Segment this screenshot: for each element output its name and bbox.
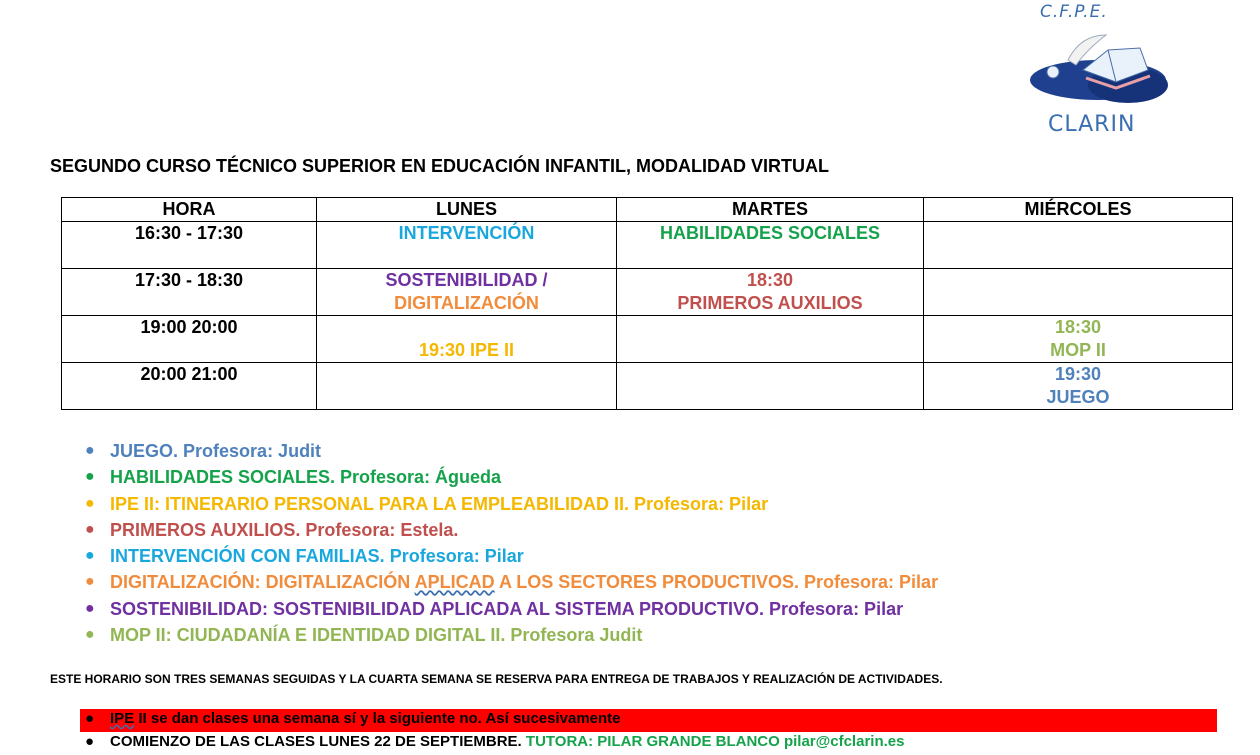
schedule-note: ESTE HORARIO SON TRES SEMANAS SEGUIDAS Y LA CUARTA SEMANA SE RESERVA PARA ENTREGA DE TRABAJOS Y REALIZACIÓN DE ACTIVIDADES. <box>50 672 943 686</box>
miercoles-cell <box>924 316 1233 363</box>
legend-subject: INTERVENCIÓN CON FAMILIAS. <box>110 546 385 567</box>
ipe-notice <box>85 710 621 727</box>
bullet-icon: ● <box>85 626 95 644</box>
header-hora: HORA <box>62 198 317 222</box>
class-digitalizacion: DIGITALIZACIÓN <box>394 293 539 313</box>
legend-subject: MOP II: CIUDADANÍA E IDENTIDAD DIGITAL II. <box>110 625 506 646</box>
legend-subject: DIGITALIZACIÓN: DIGITALIZACIÓN <box>110 572 415 593</box>
class-mop: MOP II <box>1050 340 1106 360</box>
class-ipe: 19:30 IPE II <box>418 340 515 360</box>
legend-teacher: Profesora: Pilar <box>764 598 904 619</box>
class-sostenibilidad: SOSTENIBILIDAD / <box>385 270 548 290</box>
tutor-contact: TUTORA: PILAR GRANDE BLANCO pilar@cfclarin.es <box>521 733 905 750</box>
list-item <box>85 464 938 490</box>
bullet-icon: ● <box>85 573 95 591</box>
list-item <box>85 438 938 464</box>
page-title: SEGUNDO CURSO TÉCNICO SUPERIOR EN EDUCACIÓN INFANTIL, MODALIDAD VIRTUAL <box>50 156 830 176</box>
logo <box>1028 0 1178 140</box>
bullet-icon: ● <box>85 547 95 565</box>
ipe-notice-abbr: IPE <box>110 710 135 727</box>
legend-subject: JUEGO. <box>110 441 179 461</box>
header-miercoles: MIÉRCOLES <box>924 198 1233 222</box>
logo-top-text: C.F.P.E. <box>1040 2 1108 22</box>
legend-subject: PRIMEROS AUXILIOS. <box>110 519 301 540</box>
bullet-icon: ● <box>85 494 95 512</box>
list-item <box>85 596 938 622</box>
legend-teacher: Profesora: Pilar <box>384 546 524 567</box>
bullet-icon: ● <box>85 442 95 459</box>
class-juego: JUEGO <box>1046 387 1110 407</box>
legend-subject: SOSTENIBILIDAD: SOSTENIBILIDAD APLICADA AL SISTEMA PRODUCTIVO. <box>110 598 765 619</box>
time-cell: 20:00 21:00 <box>62 363 317 410</box>
class-time-juego: 19:30 <box>1054 364 1102 384</box>
lunes-cell <box>317 363 617 410</box>
class-time-primeros: 18:30 <box>746 270 794 290</box>
header-martes: MARTES <box>617 198 924 222</box>
table-row <box>62 363 1233 410</box>
list-item <box>85 622 938 648</box>
bullet-icon: ● <box>85 599 95 617</box>
list-item <box>85 517 938 543</box>
book-quill-logo-icon <box>1028 30 1178 110</box>
list-item <box>85 569 938 595</box>
legend-teacher: Profesora: Estela. <box>300 519 459 540</box>
table-row <box>62 222 1233 269</box>
start-notice <box>85 733 904 750</box>
table-row <box>62 269 1233 316</box>
legend-subject-rest: A LOS SECTORES PRODUCTIVOS. <box>494 572 800 593</box>
class-habilidades: HABILIDADES SOCIALES <box>659 223 881 243</box>
start-date-text: COMIENZO DE LAS CLASES LUNES 22 DE SEPTIEMBRE. <box>110 733 522 750</box>
bullet-icon: ● <box>85 733 95 750</box>
class-primeros-auxilios: PRIMEROS AUXILIOS <box>677 293 863 313</box>
header-lunes: LUNES <box>317 198 617 222</box>
logo-bottom-text: CLARIN <box>1048 112 1136 137</box>
lunes-cell <box>317 222 617 269</box>
lunes-cell <box>317 269 617 316</box>
martes-cell <box>617 316 924 363</box>
time-cell: 16:30 - 17:30 <box>62 222 317 269</box>
martes-cell <box>617 222 924 269</box>
legend-teacher: Profesora: Pilar <box>799 572 939 593</box>
schedule-table <box>61 197 1233 410</box>
class-intervencion: INTERVENCIÓN <box>398 223 535 243</box>
legend-teacher: Profesora: Judit <box>178 441 322 461</box>
table-header-row <box>62 198 1233 222</box>
ipe-notice-text: II se dan clases una semana sí y la siguiente no. Así sucesivamente <box>134 710 621 727</box>
bullet-icon: ● <box>85 710 95 727</box>
miercoles-cell <box>924 222 1233 269</box>
legend-subject: HABILIDADES SOCIALES. <box>110 467 336 488</box>
list-item <box>85 543 938 569</box>
miercoles-cell <box>924 269 1233 316</box>
legend-subject-misspelled: APLICAD <box>414 572 495 593</box>
class-time-mop: 18:30 <box>1054 317 1102 337</box>
miercoles-cell <box>924 363 1233 410</box>
bullet-icon: ● <box>85 520 95 538</box>
legend-teacher: Profesora Judit <box>505 625 643 646</box>
time-cell: 19:00 20:00 <box>62 316 317 363</box>
legend-subject: IPE II: ITINERARIO PERSONAL PARA LA EMPLEABILIDAD II. <box>110 493 630 514</box>
table-row <box>62 316 1233 363</box>
list-item <box>85 491 938 517</box>
martes-cell <box>617 269 924 316</box>
bullet-icon: ● <box>85 468 95 486</box>
time-cell: 17:30 - 18:30 <box>62 269 317 316</box>
legend-teacher: Profesora: Águeda <box>335 467 502 488</box>
subject-legend <box>85 438 938 648</box>
martes-cell <box>617 363 924 410</box>
legend-teacher: Profesora: Pilar <box>629 493 769 514</box>
lunes-cell <box>317 316 617 363</box>
